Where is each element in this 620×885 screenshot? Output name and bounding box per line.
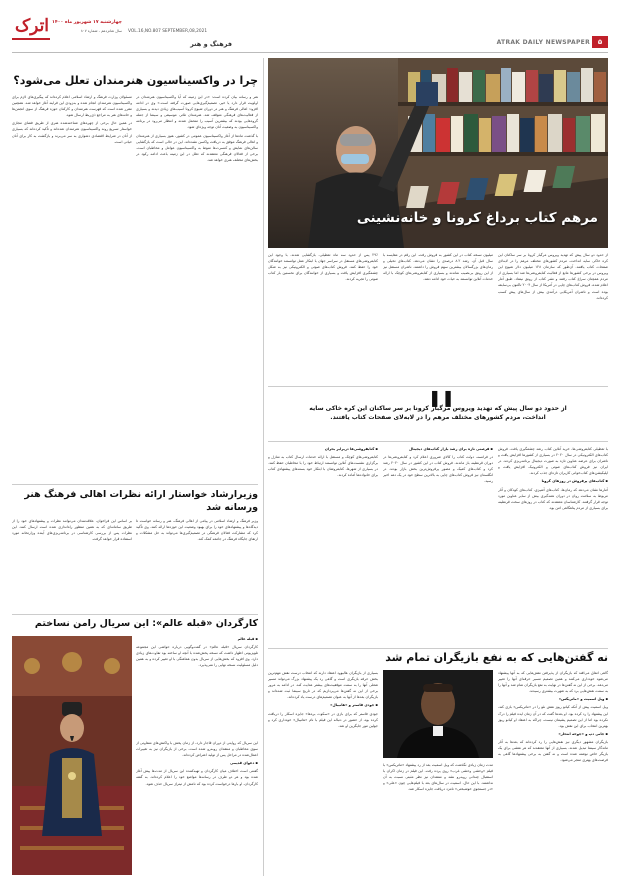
lead-paragraph: آمارها نشان می‌دهد که رمان‌ها، کتاب‌های آشپزی، کتاب‌های کودکان و آثار مربوط به سلامت روان در دوران همه‌گیری بیش از سایر عناوین مورد توجه قرار گرفتند. کارشناسان معتقدند که کتاب در روزهای سخت قرنطینه برای بسیاری از مردم پناهگاهی امن بود. [498, 487, 608, 510]
lead-column-1 [498, 252, 608, 384]
header-rule [12, 52, 608, 53]
volume-line: VOL.16,NO.807 SEPTEMBER,08,2021 [128, 29, 208, 34]
pull-quote-block [268, 386, 608, 442]
lead-subhead: ▪ کتابفروشی‌ها دربرابر بحران [324, 447, 378, 451]
minister-paragraph: بر اساس این فراخوان، علاقه‌مندان می‌توانند نظرات و پیشنهادهای خود را از طریق سامانه‌ای که به همین منظور راه‌اندازی شده است ارسال کنند. این نظرات پس از بررسی کارشناسی در برنامه‌ریزی‌های آینده وزارتخانه مورد استفاده قرار خواهد گرفت. [12, 519, 132, 542]
logo-underline [12, 38, 50, 40]
section-divider [268, 648, 608, 649]
vaccination-paragraph: هنر و رسانه بیان کرده است: «در این زمینه که آیا واکسیناسیون هنرمندان در اولویت قرار دارد یا خیر، تصمیم‌گیری‌هایی صورت گرفته است.» وی در ادامه افزود: اهالی فرهنگ و هنر در دوران شیوع کرونا آسیب‌های زیادی دیدند و بسیاری از فعالیت‌های فرهنگی متوقف شد. هنرمندان تئاتر، موسیقی و سینما از جمله گروه‌هایی بودند که بیشترین آسیب را متحمل شدند و انتظار می‌رود در برنامه واکسیناسیون به وضعیت آنان توجه ویژه‌ای شود. [136, 95, 258, 130]
vertical-divider [263, 58, 264, 876]
paper-logo: اترک [14, 16, 50, 36]
actor-photo [383, 670, 493, 758]
actors-paragraph: گاهی اتفاق می‌افتد که بازیگران از پذیرفتن نقش‌هایی که به آنها پیشنهاد می‌شود خودداری می‌کنند و همین تصمیم مسیر حرفه‌ای آنها را تغییر می‌دهد. برخی از این نه گفتن‌ها در نهایت به نفع بازیگران تمام شد و آنها را به سمت نقش‌هایی برد که به شهرت بیشتری رسیدند. [498, 671, 608, 694]
page-number: ۵ [592, 36, 608, 48]
vaccination-column-2 [12, 94, 132, 480]
minister-headline-text: وزیرارشاد خواستار ارائه نظرات اهالی فرهنگ هنر ورسانه شد [24, 489, 258, 513]
minister-paragraph: وزیر فرهنگ و ارشاد اسلامی در پیامی از اهالی فرهنگ، هنر و رسانه خواست تا دیدگاه‌ها و پیشنهادهای خود را برای بهبود وضعیت این حوزه‌ها ارائه کنند. وی تأکید کرد که مشارکت فعالان فرهنگی در تصمیم‌گیری‌ها می‌تواند به حل مشکلات و ارتقای جایگاه فرهنگ در جامعه کمک کند. [136, 519, 258, 542]
section-title: فرهنگ و هنر [190, 40, 232, 48]
pull-quote-rule-bottom [268, 441, 608, 442]
minister-column-2 [12, 518, 132, 610]
series-column-1 [136, 636, 258, 736]
series-headline: کارگردان «قبله عالم»: این سریال رامن نساختم [34, 618, 258, 629]
vaccination-headline: چرا در واکسیناسیون هنرمندان تعلل می‌شود؟ [13, 74, 258, 87]
lead-headline: مرهم کتاب برداغ کرونا و خانه‌نشینی [356, 210, 598, 226]
actors-paragraph: بازیگران مشهور دیگری نیز نقش‌هایی را رد کرده‌اند که بعدها به آثار ماندگار سینما تبدیل شدند. بسیاری از آنها معتقدند که هر نقشی برای یک بازیگر خاص نوشته شده است و نه گفتن به برخی پیشنهادها گاهی به فرصت‌های بهتری منجر می‌شود. [498, 739, 608, 763]
masthead [0, 0, 620, 66]
actors-paragraph: بسیاری از بازیگران هالیوود اعتقاد دارند که انتخاب درست نقش مهم‌ترین بخش حرفه بازیگری است و گاهی رد یک پیشنهاد بزرگ می‌تواند مسیر شغلی آنها را به سمت موفقیت‌های بیشتر هدایت کند. در ادامه به مرور برخی از این نه گفتن‌ها می‌پردازیم که در تاریخ سینما ثبت شده‌اند و بازیگران بعدها از آنها به عنوان تصمیم‌های درست یاد کرده‌اند. [268, 671, 378, 700]
vaccination-paragraph: مسئولان وزارت فرهنگ و ارشاد اسلامی اعلام کرده‌اند که پیگیری‌های لازم برای واکسیناسیون هنرمندان انجام شده و به‌زودی این فرایند آغاز خواهد شد. همچنین مقرر شده است که فهرست هنرمندان و کارکنان حوزه فرهنگ از سوی انجمن‌ها و خانه‌های هنر به مراجع ذی‌ربط ارسال شود. [12, 95, 132, 118]
lead-paragraph: در فرانسه، دولت کتاب را کالای ضروری اعلام کرد و کتابفروشی‌ها در دوران قرنطینه باز ماندند. فروش کتاب در این کشور در سال ۲۰۲۰ رشد کرد و کتاب‌های کمیک و مصور پرفروش‌ترین بخش بازار بودند. در انگلستان نیز فروش کتاب‌های چاپی به بالاترین سطح خود در یک دهه اخیر رسید. [383, 455, 493, 484]
actors-column-2 [383, 762, 493, 875]
series-subhead: ▪ دعوای قدیمی [230, 761, 258, 766]
lead-subhead: ▪ فرصتی تازه برای رشد بازار کتاب‌های دیجیتال [409, 447, 493, 451]
lead-subhead: ▪ کتاب‌های پرفروش در روزهای کرونا [541, 479, 608, 484]
actors-paragraph: مدت زمان زیادی نگذشت که ویل اسمیت بعد از رد پیشنهاد «ماتریکس» با فیلم «وحشی وحشی غرب» روی پرده رفت. این فیلم در زمان اکران با استقبال چندانی روبه‌رو نشد و منتقدان نیز نظر مثبتی نسبت به آن نداشتند. با این حال، اسمیت در سال‌های بعد با فیلم‌هایی چون «علی» و «در جستجوی خوشبختی» نامزد دریافت جایزه اسکار شد. [383, 763, 493, 792]
series-subhead: ▪ قبله عالم [237, 637, 258, 641]
lead-paragraph: میلیون نسخه کتاب در این کشور به فروش رفت. این رقم در مقایسه با سال قبل آن، رشد ۸.۲ درصدی را نشان می‌دهد. کتاب‌های تخیلی و رمان‌های بزرگسالان بیشترین سهم فروش را داشتند. ناشران مستقل نیز از این رونق بی‌نصیب نماندند و بسیاری از کتابفروشی‌های کوچک با ارائه خدمات آنلاین توانستند به حیات خود ادامه دهند. [383, 253, 493, 282]
lead-photo-bookstore [268, 58, 608, 248]
actors-headline: نه گفتن‌هایی که به نفع بازیگران تمام شد [385, 651, 608, 664]
pull-quote-text: از حدود دو سال پیش که تهدید ویروس مرگبار کرونا بر سر ساکنان این کره خاکی سایه انداخت، مردم کشورهای مختلف مرهم را در لابه‌لای صفحات کتاب یافتند. [309, 405, 567, 421]
vaccination-paragraph: در همین حال برخی از چهره‌های شناخته‌شده هنری از طریق فضای مجازی خواستار تسریع روند واکسیناسیون هنرمندان شده‌اند و تأکید کرده‌اند که بسیاری از آنان در شرایط اقتصادی دشواری به سر می‌برند و بازگشت به کار برای آنان حیاتی است. [12, 121, 132, 144]
series-photo-qajar [12, 636, 132, 875]
actors-column-3 [268, 670, 378, 875]
lead-paragraph: با تعطیلی کتابفروشی‌ها، خرید آنلاین کتاب رشد چشمگیری یافت. فروش کتاب‌های الکترونیکی در سال ۲۰۲۰ در بسیاری از کشورها افزایش یافت و ناشران برای عرضه عناوین تازه به صورت دیجیتال برنامه‌ریزی کردند. در ایران نیز فروش کتاب‌های صوتی و الکترونیک افزایش یافت و اپلیکیشن‌های کتاب‌خوانی کاربران تازه‌ای جذب کردند. [498, 447, 608, 476]
minister-headline [12, 488, 258, 514]
vaccination-column-1 [136, 94, 258, 480]
actors-subhead: ▪ ویل اسمیت و «ماتریکس» [558, 697, 608, 702]
actors-paragraph: جودی فاستر که برای بازی در «سکوت بره‌ها» جایزه اسکار را دریافت کرده بود، از حضور در دنباله این فیلم با نام «هانیبال» خودداری کرد و جولین مور جایگزین او شد. [268, 711, 378, 728]
issue-date: چهارشنبه ۱۷ شهریور ماه ۱۴۰۰ [52, 20, 122, 25]
lead-column-2 [383, 252, 493, 384]
issue-number: سال شانزدهم - شماره ۸۰۷ [80, 29, 122, 33]
lead-paragraph: از حدود دو سال پیش که تهدید ویروس مرگبار کرونا بر سر ساکنان این کره خاکی سایه انداخت، مردم کشورهای مختلف مرهم را در لابه‌لای صفحات کتاب یافتند. آن‌طور که سازمان ۱۲۸ میلیون دلار شیوع این ویروس در برخی کشورها مانع از فعالیت کتابفروشی‌ها شد اما بسیاری از مردم همچنان سراغ کتاب رفتند و نشر کتاب از رونق نیفتاد. طبق آمار اعلام شده، فروش کتاب‌های چاپی در آمریکا از سال ۲۰۰۴ تاکنون بی‌سابقه بوده است و ناشران آمریکایی درآمدی بیش از سال‌های پیش کسب کرده‌اند. [498, 253, 608, 300]
series-column-2 [136, 740, 258, 875]
minister-column-1 [136, 518, 258, 610]
series-paragraph: گفتنی است اختلاف میان کارگردان و تهیه‌کننده این سریال از مدت‌ها پیش آغاز شده بود و هر دو طرف در رسانه‌ها مواضع خود را اعلام کرده‌اند. به گفته کارگردان، او بارها درخواست کرده بود که نامش از تیتراژ سریال حذف شود. [136, 769, 258, 786]
lead-paragraph: کتابفروشی‌های کوچک و مستقل با ارائه خدمات ارسال کتاب به منازل و برگزاری نشست‌های آنلاین توانستند ارتباط خود را با مخاطبان حفظ کنند. در بسیاری از شهرها، کتابفروشان با ابتکار خود بسته‌های پیشنهادی کتاب برای خانواده‌ها آماده کردند. [268, 455, 378, 478]
lead-column-3 [268, 252, 378, 384]
pull-quote-rule-top [268, 386, 608, 387]
vaccination-paragraph: با گذشت ماه‌ها از آغاز واکسیناسیون عمومی در کشور، هنوز بسیاری از هنرمندان و اهالی فرهنگ موفق به دریافت واکسن نشده‌اند. این در حالی است که بازگشایی سالن‌های نمایش و کنسرت‌ها منوط به واکسیناسیون عوامل و مخاطبان است. برخی از فعالان فرهنگی معتقدند که تعلل در این زمینه باعث ادامه رکود در بخش‌های مختلف هنری خواهد شد. [136, 133, 258, 162]
series-paragraph: این سریال که روایتی از دوران قاجار دارد، از زمان پخش با واکنش‌های متفاوتی از سوی مخاطبان و منتقدان روبه‌رو شده است. برخی از بازیگران نیز به تغییرات اعمال‌شده در مراحل پس از تولید اعتراض کرده‌اند. [136, 741, 258, 758]
lead-column-5 [383, 446, 493, 644]
quote-mark-icon: ❚❚ [428, 388, 455, 407]
lead-paragraph: ۲۹٪ پس از حدود سه ماه تعطیلی، بازگشایی شدند. با وجود این کتابفروشی‌های مستقل در سراسر جهان با ابتکار عمل توانستند خوانندگان خود را حفظ کنند. فروش کتاب‌های صوتی و الکترونیکی نیز به شکل چشمگیری افزایش یافت و بسیاری از خوانندگان برای نخستین بار کتاب صوتی را تجربه کردند. [268, 253, 378, 282]
actors-subhead: ▪ جودی فاستر و «هانیبال» [330, 703, 378, 708]
paper-name-en: ATRAK DAILY NEWSPAPER [496, 39, 590, 46]
actors-subhead: ▪ جانی دپ و «جوخه انتحار» [558, 731, 608, 736]
section-divider [12, 614, 258, 615]
actors-paragraph: ویل اسمیت پیش از آنکه کیانو ریوز نقش نئو را در «ماتریکس» بازی کند، این پیشنهاد را رد کرده بود. او بعدها گفت که در آن زمان ایده فیلم را درک نکرده بود اما از این تصمیم پشیمان نیست، چراکه به اعتقاد او کیانو ریوز بهترین انتخاب برای این نقش بود. [498, 705, 608, 728]
lead-column-4 [498, 446, 608, 644]
actors-column-1 [498, 670, 608, 875]
lead-column-6 [268, 446, 378, 644]
series-paragraph: کارگردان سریال «قبله عالم» در گفت‌وگویی درباره حواشی این مجموعه تلویزیونی اظهار داشت که نسخه پخش‌شده با آنچه او ساخته بود تفاوت‌های زیادی دارد. وی افزود که بخش‌هایی از سریال بدون هماهنگی با او تغییر کرده و به همین دلیل مسئولیت نسخه نهایی را نمی‌پذیرد. [136, 645, 258, 668]
section-divider [12, 484, 258, 485]
